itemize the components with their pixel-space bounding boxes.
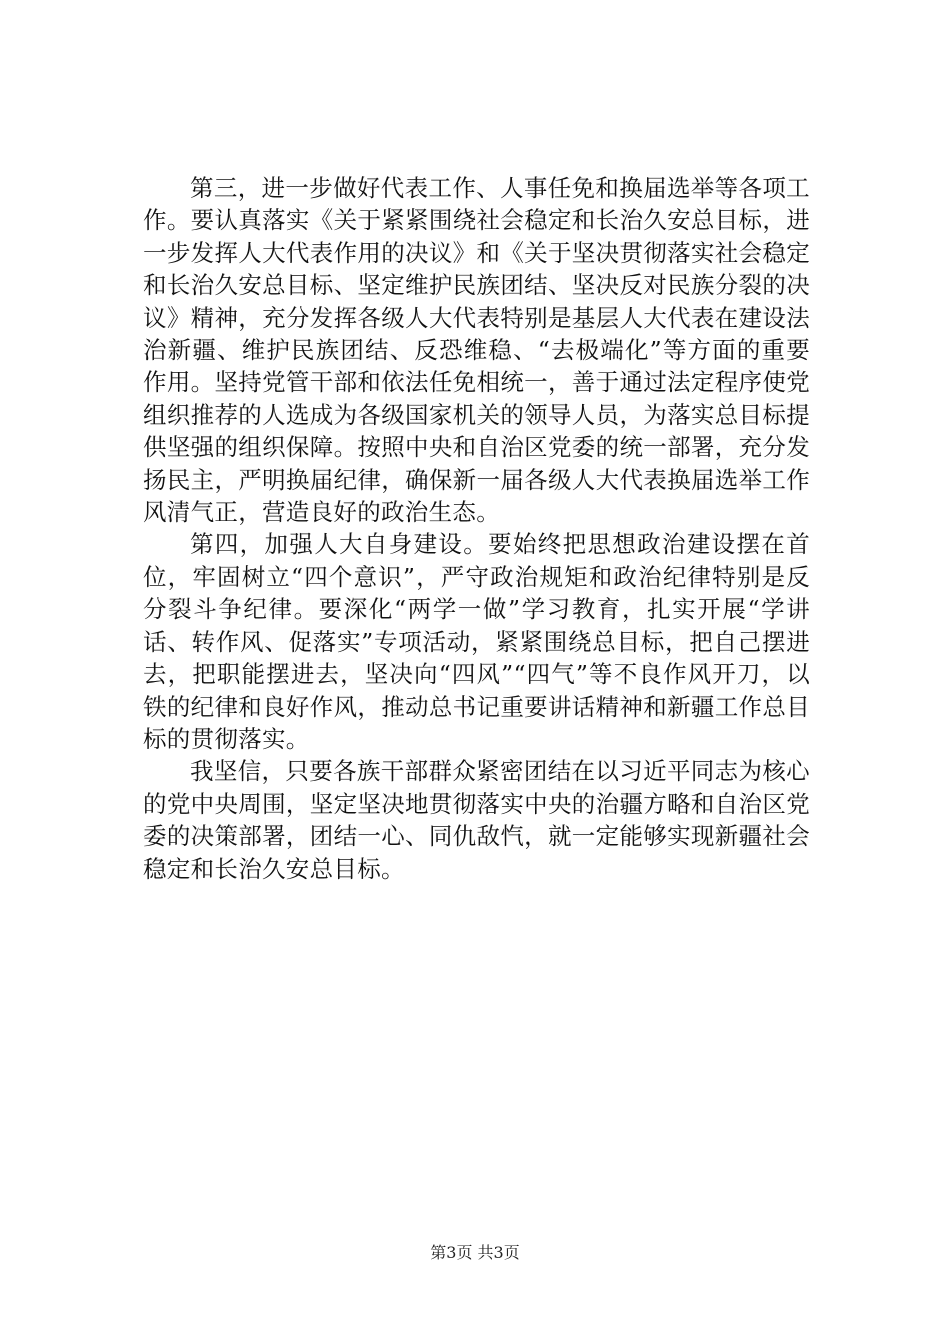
- paragraph-conclusion: 我坚信，只要各族干部群众紧密团结在以习近平同志为核心的党中央周围，坚定坚决地贯彻落实中央的治疆方略和自治区党委的决策部署，团结一心、同仇敌忾，就一定能够实现新疆社会稳定和长治久安总目标。: [143, 757, 810, 883]
- paragraph-third-point: 第三，进一步做好代表工作、人事任免和换届选举等各项工作。要认真落实《关于紧紧围绕社会稳定和长治久安总目标，进一步发挥人大代表作用的决议》和《关于坚决贯彻落实社会稳定和长治久安总目标、坚定维护民族团结、坚决反对民族分裂的决议》精神，充分发挥各级人大代表特别是基层人大代表在建设法治新疆、维护民族团结、反恐维稳、“去极端化”等方面的重要作用。坚持党管干部和依法任免相统一，善于通过法定程序使党组织推荐的人选成为各级国家机关的领导人员，为落实总目标提供坚强的组织保障。按照中央和自治区党委的统一部署，充分发扬民主，严明换届纪律，确保新一届各级人大代表换届选举工作风清气正，营造良好的政治生态。: [143, 174, 810, 527]
- paragraph-fourth-point: 第四，加强人大自身建设。要始终把思想政治建设摆在首位，牢固树立“四个意识”，严守政治规矩和政治纪律特别是反分裂斗争纪律。要深化“两学一做”学习教育，扎实开展“学讲话、转作风、促落实”专项活动，紧紧围绕总目标，把自己摆进去，把职能摆进去，坚决向“四风”“四气”等不良作风开刀，以铁的纪律和良好作风，推动总书记重要讲话精神和新疆工作总目标的贯彻落实。: [143, 530, 810, 753]
- page-number-footer: 第3页 共3页: [430, 1243, 520, 1262]
- document-body: [143, 172, 810, 885]
